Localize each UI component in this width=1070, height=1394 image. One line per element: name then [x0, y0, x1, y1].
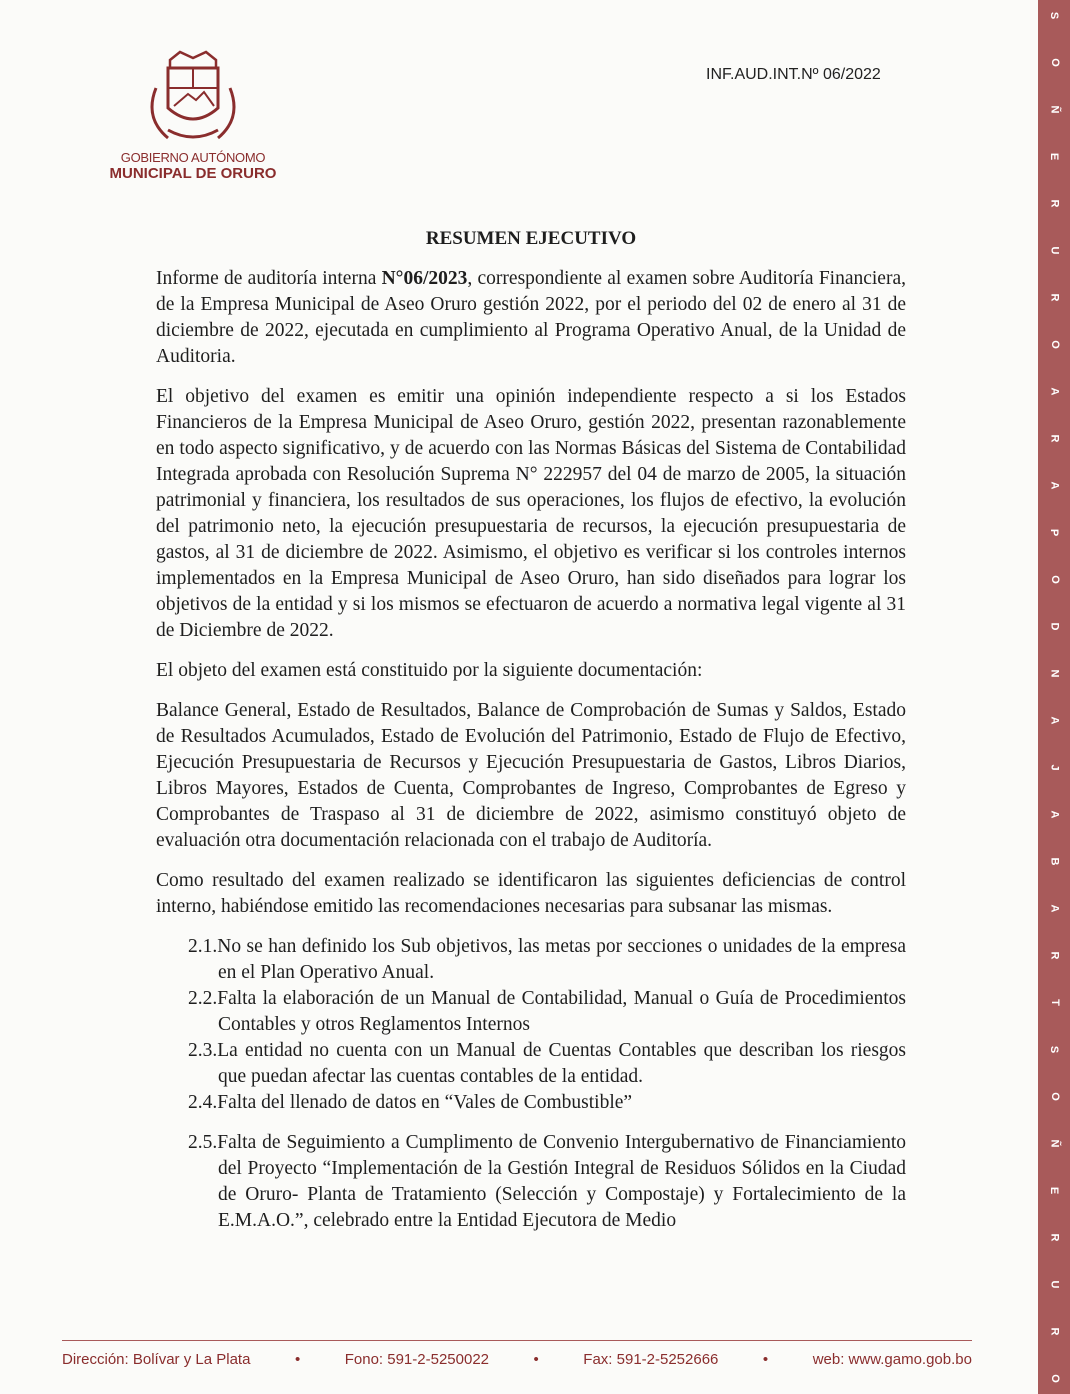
side-banner-letter: S: [1048, 11, 1061, 20]
side-banner-letter: Ñ: [1048, 105, 1061, 114]
finding-item: 2.3.La entidad no cuenta con un Manual de Cuentas Contables que describan los riesgos que puedan afectar las cuentas contables de la entidad.: [188, 1040, 906, 1087]
paragraph-objective: El objetivo del examen es emitir una opinión independiente respecto a si los Estados Financieros de la Empresa Municipal de Aseo Oruro, gestión 2022, presentan razonablemente en todo aspecto significativo, y de acuerdo con las Normas Básicas del Sistema de Contabilidad Integrada aprobada con Resolución Suprema N° 222957 del 04 de marzo de 2005, la situación patrimonial y financiera, los resultados de sus operaciones, los flujos de efectivo, la evolución del patrimonio neto, la ejecución presupuestaria de recursos, la ejecución presupuestaria de gastos, al 31 de diciembre de 2022. Asimismo, el objetivo es verificar si los controles internos implementados en la Empresa Municipal de Aseo Oruro, han sido diseñados para lograr los objetivos de la entidad y si los mismos se efectuaron de acuerdo a normativa legal vigente al 31 de Diciembre de 2022.: [156, 386, 906, 641]
side-banner-letter: P: [1048, 528, 1061, 537]
side-banner-letter: R: [1048, 1233, 1061, 1242]
document-title: RESUMEN EJECUTIVO: [425, 228, 637, 249]
footer-separator: •: [294, 1351, 301, 1368]
side-banner-letter: A: [1048, 716, 1061, 725]
footer-address: Dirección: Bolívar y La Plata: [62, 1351, 251, 1368]
side-banner-letter: O: [1048, 1374, 1061, 1383]
footer: [62, 1351, 972, 1368]
side-banner-letter: S: [1048, 1045, 1061, 1054]
footer-fax: Fax: 591-2-5252666: [583, 1351, 719, 1368]
side-banner-letter: A: [1048, 810, 1061, 819]
footer-divider: [62, 1340, 972, 1341]
findings-list: [156, 934, 906, 1234]
side-banner-letter: A: [1048, 387, 1061, 396]
side-banner-letter: D: [1048, 622, 1061, 631]
footer-web: web: www.gamo.gob.bo: [812, 1351, 972, 1368]
side-banner-letter: E: [1048, 152, 1061, 161]
side-banner-letter: R: [1048, 434, 1061, 443]
report-number: N°06/2023: [381, 268, 468, 289]
side-banner-letter: Ñ: [1048, 1139, 1061, 1148]
finding-item: 2.2.Falta la elaboración de un Manual de Contabilidad, Manual o Guía de Procedimientos Contables y otros Reglamentos Internos: [188, 988, 906, 1035]
side-banner-letter: O: [1048, 575, 1061, 584]
paragraph-documentation: Balance General, Estado de Resultados, Balance de Comprobación de Sumas y Saldos, Estado de Resultados Acumulados, Estado de Evolución del Patrimonio, Estado de Flujo de Efectivo, Ejecución Presupuestaria de Recursos y Ejecución Presupuestaria de Gastos, Libros Diarios, Libros Mayores, Estados de Cuenta, Comprobantes de Ingreso, Comprobantes de Egreso y Comprobantes de Traspaso al 31 de diciembre de 2022, asimismo constituyó objeto de evaluación otra documentación relacionada con el trabajo de Auditoría.: [156, 700, 906, 851]
document-reference: INF.AUD.INT.Nº 06/2022: [706, 66, 881, 83]
paragraph-results: Como resultado del examen realizado se identificaron las siguientes deficiencias de control interno, habiéndose emitido las recomendaciones necesarias para subsanar las mismas.: [156, 870, 906, 917]
side-banner-letter: T: [1048, 999, 1061, 1006]
logo-line-gobierno: GOBIERNO AUTÓNOMO: [120, 150, 266, 165]
paragraph-intro: Informe de auditoría interna N°06/2023, correspondiente al examen sobre Auditoría Financiera, de la Empresa Municipal de Aseo Oruro gestión 2022, por el periodo del 02 de enero al 31 de diciembre de 2022, ejecutada en cumplimiento al Programa Operativo Anual, de la Unidad de Auditoria.: [156, 268, 906, 367]
side-banner-letter: A: [1048, 481, 1061, 490]
side-banner-letter: R: [1048, 1327, 1061, 1336]
side-banner-letter: R: [1048, 199, 1061, 208]
side-banner: [1038, 0, 1070, 1394]
finding-item: 2.5.Falta de Seguimiento a Cumplimento de Convenio Intergubernativo de Financiamiento del Proyecto “Implementación de la Gestión Integral de Residuos Sólidos en la Ciudad de Oruro- Planta de Tratamiento (Selección y Compostaje) y Fortalecimiento de la E.M.A.O.”, celebrado entre la Entidad Ejecutora de Medio: [188, 1132, 906, 1231]
footer-phone: Fono: 591-2-5250022: [344, 1351, 489, 1368]
municipal-logo: [108, 48, 278, 182]
side-banner-letter: J: [1048, 764, 1061, 771]
side-banner-letter: R: [1048, 951, 1061, 960]
side-banner-letter: O: [1048, 340, 1061, 349]
finding-item: 2.4.Falta del llenado de datos en “Vales de Combustible”: [188, 1092, 633, 1113]
side-banner-letter: O: [1048, 1092, 1061, 1101]
side-banner-letter: A: [1048, 904, 1061, 913]
side-banner-letter: N: [1048, 669, 1061, 678]
side-banner-letter: U: [1048, 1280, 1061, 1289]
coat-of-arms-icon: [138, 48, 248, 148]
logo-line-municipal: MUNICIPAL DE ORURO: [109, 165, 277, 182]
side-banner-letter: B: [1048, 857, 1061, 866]
footer-separator: •: [762, 1351, 769, 1368]
side-banner-letter: O: [1048, 58, 1061, 67]
side-banner-letter: E: [1048, 1186, 1061, 1195]
paragraph-object: El objeto del examen está constituido por la siguiente documentación:: [156, 660, 703, 681]
document-body: [156, 266, 906, 1234]
footer-separator: •: [533, 1351, 539, 1368]
side-banner-letter: U: [1048, 246, 1061, 255]
finding-item: 2.1.No se han definido los Sub objetivos, las metas por secciones o unidades de la empresa en el Plan Operativo Anual.: [188, 936, 906, 983]
side-banner-letter: R: [1048, 293, 1061, 302]
